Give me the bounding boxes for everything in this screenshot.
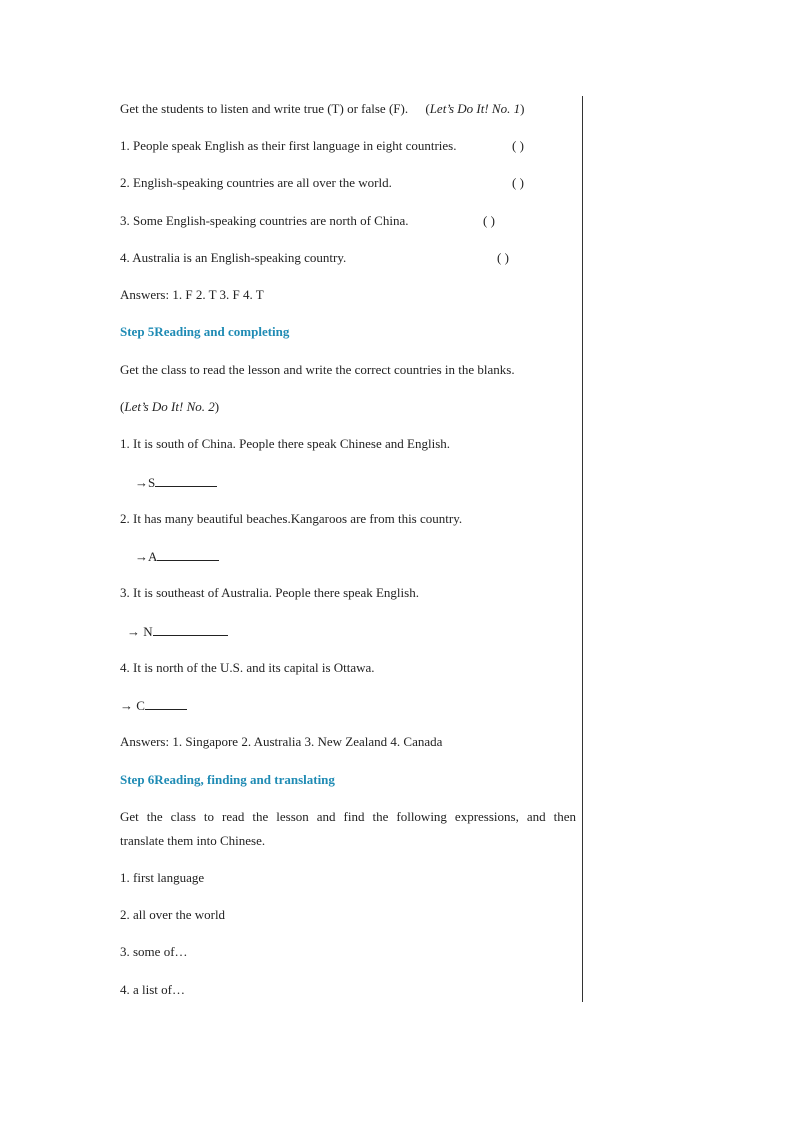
step6-expression-2: 2. all over the world [120,907,226,922]
step6-instruction-line2: translate them into Chinese. [120,833,266,848]
step5-question-4: 4. It is north of the U.S. and its capital is Ottawa. [120,660,375,675]
step5-instruction: Get the class to read the lesson and write the correct countries in the blanks. [120,362,515,377]
step6-expression-3: 3. some of… [120,944,188,959]
step6-heading: Step 6Reading, finding and translating [120,772,335,787]
step6-expression-1: 1. first language [120,870,205,885]
fill-in-blank [145,697,187,710]
tf-item-1: 1. People speak English as their first language in eight countries. [120,138,457,153]
step5-answer-blank-4: → C [120,697,576,714]
intro-line: Get the students to listen and write true (T) or false (F). (Let’s Do It! No. 1) [120,101,525,116]
step6-expression-4: 4. a list of… [120,982,185,997]
step5-answer-blank-2: →A [135,548,591,565]
intro-reference: Let’s Do It! No. 1 [429,101,521,116]
step5-answers: Answers: 1. Singapore 2. Australia 3. New Zealand 4. Canada [120,734,443,749]
step5-question-1: 1. It is south of China. People there speak Chinese and English. [120,436,451,451]
tf-item-3: 3. Some English-speaking countries are north of China. [120,213,409,228]
tf-item-2: 2. English-speaking countries are all over the world. [120,175,392,190]
tf-answer-paren-4: ( ) [497,250,509,265]
tf-answer-paren-3: ( ) [483,213,495,228]
intro-text: Get the students to listen and write true (T) or false (F). [120,101,409,116]
step5-answer-blank-1: →S [135,474,591,491]
answers-1: Answers: 1. F 2. T 3. F 4. T [120,287,264,302]
step5-reference: (Let’s Do It! No. 2) [120,399,220,414]
step6-instruction-line1: Get the class to read the lesson and find the following expressions, and then [120,809,576,824]
step5-question-3: 3. It is southeast of Australia. People there speak English. [120,585,419,600]
fill-in-blank [155,474,217,487]
fill-in-blank [153,623,228,636]
fill-in-blank [157,548,219,561]
tf-answer-paren-2: ( ) [512,175,524,190]
tf-item-4: 4. Australia is an English-speaking country. [120,250,347,265]
step5-heading: Step 5Reading and completing [120,324,290,339]
step5-answer-blank-3: → N [127,623,583,640]
tf-answer-paren-1: ( ) [512,138,524,153]
step5-question-2: 2. It has many beautiful beaches.Kangaroos are from this country. [120,511,463,526]
